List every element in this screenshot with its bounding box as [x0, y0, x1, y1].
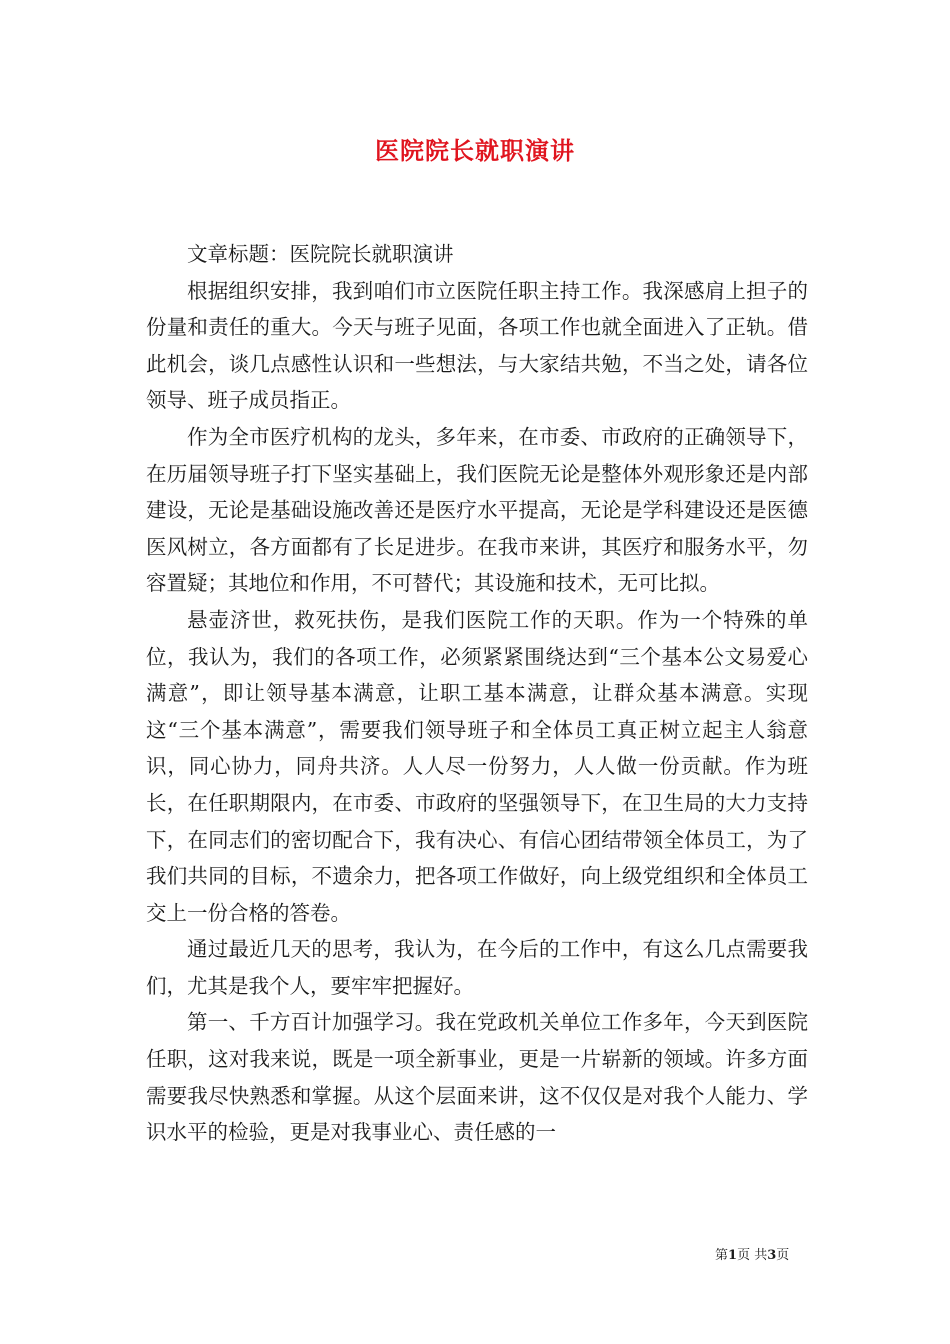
- footer-total-pages: 3: [767, 1248, 777, 1263]
- paragraph-4: 通过最近几天的思考，我认为，在今后的工作中，有这么几点需要我们，尤其是我个人，要牢牢把握好。: [146, 937, 808, 998]
- footer-middle: 页 共: [737, 1248, 768, 1263]
- paragraph-2: 作为全市医疗机构的龙头，多年来，在市委、市政府的正确领导下，在历届领导班子打下坚实基础上，我们医院无论是整体外观形象还是内部建设，无论是基础设施改善还是医疗水平提高，无论是学科建设还是医德医风树立，各方面都有了长足进步。在我市来讲，其医疗和服务水平，勿容置疑；其地位和作用，不可替代；其设施和技术，无可比拟。: [146, 424, 808, 596]
- paragraph-5: 第一、千方百计加强学习。我在党政机关单位工作多年，今天到医院任职，这对我来说，既是一项全新事业，更是一片崭新的领域。许多方面需要我尽快熟悉和掌握。从这个层面来讲，这不仅仅是对我个人能力、学识水平的检验，更是对我事业心、责任感的一: [146, 1010, 808, 1145]
- footer-prefix: 第: [715, 1248, 729, 1263]
- page-title: 医院院长就职演讲: [375, 136, 575, 165]
- paragraph-1: 根据组织安排，我到咱们市立医院任职主持工作。我深感肩上担子的份量和责任的重大。今天与班子见面，各项工作也就全面进入了正轨。借此机会，谈几点感性认识和一些想法，与大家结共勉，不当之处，请各位领导、班子成员指正。: [146, 278, 808, 413]
- article-title-line: 文章标题：医院院长就职演讲: [187, 242, 454, 266]
- page-number-footer: [715, 1246, 815, 1266]
- footer-suffix: 页: [776, 1248, 790, 1263]
- document-body: [146, 236, 808, 1151]
- paragraph-3: 悬壶济世，救死扶伤，是我们医院工作的天职。作为一个特殊的单位，我认为，我们的各项工作，必须紧紧围绕达到“三个基本公文易爱心满意”，即让领导基本满意，让职工基本满意，让群众基本满意。实现这“三个基本满意”，需要我们领导班子和全体员工真正树立起主人翁意识，同心协力，同舟共济。人人尽一份努力，人人做一份贡献。作为班长，在任职期限内，在市委、市政府的坚强领导下，在卫生局的大力支持下，在同志们的密切配合下，我有决心、有信心团结带领全体员工，为了我们共同的目标，不遗余力，把各项工作做好，向上级党组织和全体员工交上一份合格的答卷。: [146, 607, 808, 925]
- footer-current-page: 1: [728, 1248, 738, 1263]
